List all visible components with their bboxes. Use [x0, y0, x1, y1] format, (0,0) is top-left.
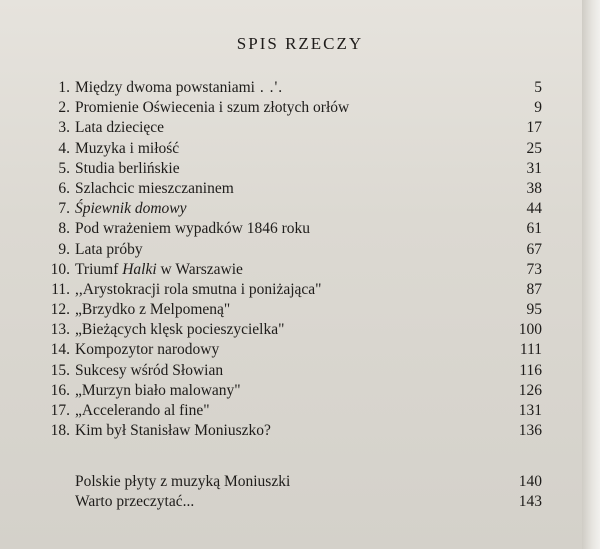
appendix-title: Warto przeczytać...	[75, 493, 195, 511]
toc-entry	[40, 240, 550, 260]
leader-dots: . .'.	[254, 79, 284, 96]
title-part: Promienie Oświecenia i szum złotych orłów	[75, 99, 350, 117]
toc-entry	[40, 320, 550, 340]
page-number: 126	[518, 381, 542, 399]
page-number: 25	[526, 139, 542, 157]
page-number: 140	[518, 473, 542, 490]
page-number: 131	[518, 402, 542, 419]
page-number: 9	[534, 99, 542, 117]
title-part: „Bieżących klęsk pocieszycielka"	[75, 321, 285, 339]
chapter-title	[75, 381, 241, 401]
page-edge	[582, 0, 600, 549]
page-number: 17	[526, 119, 542, 137]
chapter-number: 10.	[50, 260, 70, 278]
toc-entry	[40, 118, 550, 138]
chapter-number: 16.	[50, 381, 70, 399]
page-title: SPIS RZECZY	[236, 34, 364, 53]
title-part: „Brzydko z Melpomeną"	[75, 301, 231, 319]
toc-entry	[40, 219, 550, 239]
toc-entry	[40, 421, 550, 441]
page-number: 136	[518, 422, 542, 440]
chapter-title	[75, 421, 271, 441]
chapter-title	[75, 280, 322, 300]
appendix-entry	[40, 492, 550, 512]
appendix-entry	[40, 472, 550, 492]
toc-entry	[40, 159, 550, 179]
chapter-number: 9.	[58, 240, 70, 258]
title-part: Kim był Stanisław Moniuszko?	[75, 422, 271, 440]
chapter-title	[75, 179, 234, 199]
chapter-number: 11.	[51, 280, 70, 298]
title-part: Kompozytor narodowy	[75, 341, 220, 359]
chapter-title	[75, 139, 179, 159]
chapter-title	[75, 300, 230, 320]
chapter-number: 12.	[50, 301, 70, 319]
title-part: w Warszawie	[156, 260, 243, 278]
chapter-title	[75, 401, 210, 421]
page-number: 95	[526, 301, 542, 319]
title-part: Lata dziecięce	[75, 119, 165, 137]
toc-entry	[40, 401, 550, 421]
italic-title-part: Śpiewnik domowy	[75, 200, 187, 218]
chapter-number: 17.	[50, 402, 70, 419]
appendix-list	[40, 472, 550, 512]
title-part: Sukcesy wśród Słowian	[75, 361, 224, 379]
chapter-number: 5.	[58, 159, 70, 177]
toc-entry	[40, 98, 550, 118]
chapter-title	[75, 340, 219, 360]
chapter-title	[75, 361, 223, 381]
chapter-title	[75, 320, 284, 340]
page-number: 61	[526, 220, 542, 238]
title-part: Triumf	[75, 260, 123, 278]
title-part: Między dwoma powstaniami	[75, 79, 255, 96]
toc-entry	[40, 280, 550, 300]
chapter-number: 2.	[58, 99, 70, 117]
page-number: 5	[534, 79, 542, 96]
toc-entry	[40, 199, 550, 219]
title-part: Pod wrażeniem wypadków 1846 roku	[75, 220, 311, 238]
page-number: 67	[526, 240, 542, 258]
chapter-number: 3.	[58, 119, 70, 137]
chapter-title	[75, 199, 187, 219]
chapter-title	[75, 118, 164, 138]
chapter-number: 8.	[58, 220, 70, 238]
page-number: 73	[526, 260, 542, 278]
page-number: 38	[526, 179, 542, 197]
chapter-number: 15.	[50, 361, 70, 379]
toc-entry	[40, 78, 550, 98]
chapter-title	[75, 240, 143, 260]
chapter-number: 7.	[58, 200, 70, 218]
chapter-title	[75, 260, 243, 280]
chapter-number: 6.	[58, 179, 70, 197]
chapter-title	[75, 219, 310, 239]
chapter-number: 14.	[50, 341, 70, 359]
page-number: 143	[518, 493, 542, 511]
title-part: „Accelerando al fine"	[75, 402, 210, 419]
toc-entry	[40, 340, 550, 360]
toc-entry	[40, 300, 550, 320]
toc-entry	[40, 361, 550, 381]
page-number: 116	[519, 361, 542, 379]
title-part: Muzyka i miłość	[75, 139, 180, 157]
title-part: „Murzyn biało malowany"	[75, 381, 241, 399]
chapter-title	[75, 78, 283, 98]
page-number: 87	[526, 280, 542, 298]
toc-entry	[40, 260, 550, 280]
page-number: 44	[526, 200, 542, 218]
table-of-contents	[40, 78, 550, 441]
chapter-number: 13.	[50, 321, 70, 339]
toc-entry	[40, 381, 550, 401]
title-part: Lata próby	[75, 240, 143, 258]
chapter-number: 1.	[58, 79, 70, 96]
chapter-title	[75, 159, 180, 179]
page-number: 31	[526, 159, 542, 177]
appendix-title: Polskie płyty z muzyką Moniuszki	[75, 473, 291, 490]
title-part: ,,Arystokracji rola smutna i poniżająca"	[75, 280, 322, 298]
chapter-number: 4.	[58, 139, 70, 157]
title-part: Szlachcic mieszczaninem	[75, 179, 234, 197]
italic-title-part: Halki	[122, 260, 157, 278]
toc-entry	[40, 179, 550, 199]
page-number: 100	[518, 321, 542, 339]
page-number: 111	[519, 341, 542, 359]
chapter-number: 18.	[50, 422, 70, 440]
title-part: Studia berlińskie	[75, 159, 180, 177]
chapter-title	[75, 98, 349, 118]
toc-entry	[40, 139, 550, 159]
